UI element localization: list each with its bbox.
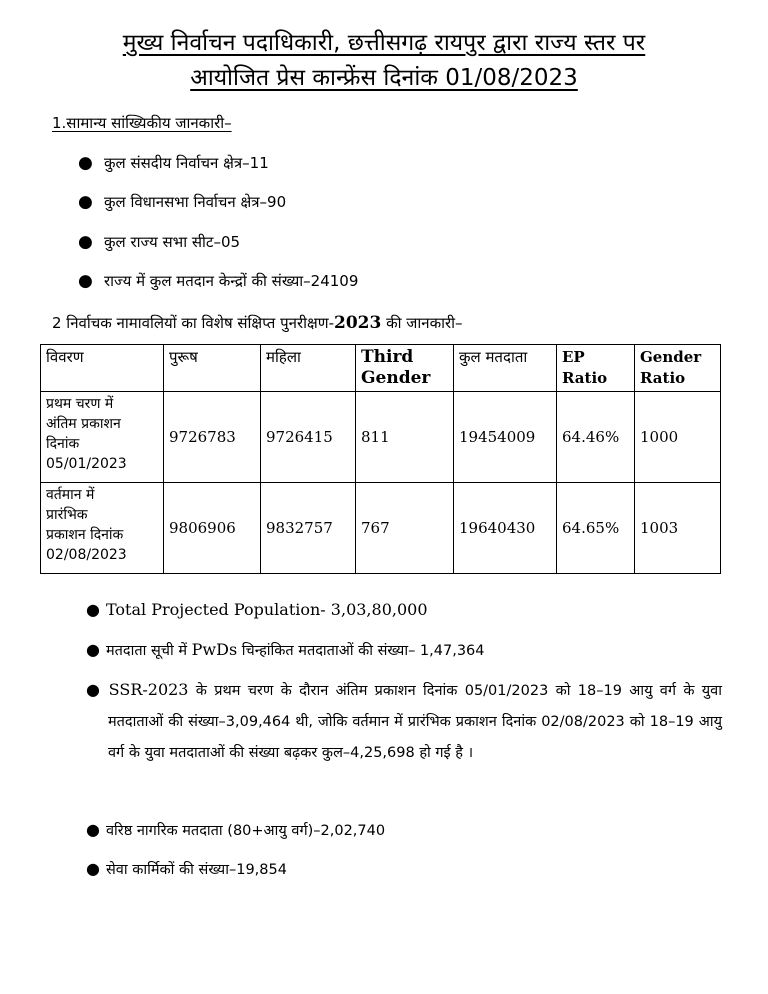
point-pwd-electors xyxy=(86,634,722,667)
stat-item xyxy=(78,192,286,212)
point-text: के प्रथम चरण के दौरान अंतिम प्रकाशन दिनांक 05/01/2023 को 18–19 आयु वर्ग के युवा मतदाताओं की संख्या–3,09,464 थी, जोकि वर्तमान में प्रारंभिक प्रकाशन दिनांक 02/08/2023 को 18–19 आयु वर्ग के युवा मतदाताओं की संख्या बढ़कर कुल–4,25,698 हो गई है । xyxy=(108,683,722,761)
stat-item xyxy=(78,153,269,173)
bullet-icon: ● xyxy=(78,232,93,252)
row-label-line: वर्तमान में xyxy=(46,487,95,503)
col-header-male: पुरूष xyxy=(164,345,261,392)
cell-gender-ratio: 1000 xyxy=(635,392,721,483)
row-label xyxy=(41,392,164,483)
electoral-roll-table xyxy=(40,344,721,574)
cell-third-gender: 811 xyxy=(356,392,454,483)
row-label-line: 05/01/2023 xyxy=(46,456,127,472)
row-label-line: प्रथम चरण में xyxy=(46,396,114,412)
cell-ep-ratio: 64.65% xyxy=(557,483,635,574)
section-2-heading-year: 2023 xyxy=(334,313,382,333)
stat-item-text: कुल विधानसभा निर्वाचन क्षेत्र–90 xyxy=(104,193,287,211)
cell-total-electors: 19640430 xyxy=(454,483,557,574)
stat-item-text: कुल संसदीय निर्वाचन क्षेत्र–11 xyxy=(104,154,269,172)
point-text: Total Projected Population- 3,03,80,000 xyxy=(105,600,428,619)
title-line-2: आयोजित प्रेस कान्फ्रेंस दिनांक 01/08/2023 xyxy=(190,65,578,91)
stat-item xyxy=(78,271,358,291)
col-header-total-electors: कुल मतदाता xyxy=(454,345,557,392)
point-text-en: SSR-2023 xyxy=(108,680,189,699)
row-label-line: अंतिम प्रकाशन xyxy=(46,416,121,432)
col-header-ep-ratio: EP Ratio xyxy=(557,345,635,392)
col-header-third-gender: Third Gender xyxy=(356,345,454,392)
bullet-icon: ● xyxy=(78,153,93,173)
cell-ep-ratio: 64.46% xyxy=(557,392,635,483)
point-text: सेवा कार्मिकों की संख्या–19,854 xyxy=(105,862,287,878)
table-header-row xyxy=(41,345,721,392)
table-row xyxy=(41,483,721,574)
cell-female: 9832757 xyxy=(261,483,356,574)
point-service-voters xyxy=(86,853,722,886)
point-projected-population xyxy=(86,594,722,627)
bullet-icon: ● xyxy=(86,600,100,619)
stat-item-text: कुल राज्य सभा सीट–05 xyxy=(104,233,241,251)
cell-male: 9806906 xyxy=(164,483,261,574)
point-text-pre: मतदाता सूची में xyxy=(105,643,192,659)
bullet-icon: ● xyxy=(86,859,100,878)
bullet-icon: ● xyxy=(78,271,93,291)
col-header-female: महिला xyxy=(261,345,356,392)
point-text-en: PwDs xyxy=(191,640,238,659)
bullet-icon: ● xyxy=(86,820,100,839)
section-2-heading xyxy=(52,313,463,333)
row-label-line: दिनांक xyxy=(46,436,80,452)
row-label-line: प्रारंभिक xyxy=(46,507,88,523)
bullet-icon: ● xyxy=(78,192,93,212)
point-senior-citizens xyxy=(86,814,722,847)
stat-item xyxy=(78,232,240,252)
row-label-line: प्रकाशन दिनांक xyxy=(46,527,124,543)
cell-male: 9726783 xyxy=(164,392,261,483)
page-title xyxy=(40,26,728,96)
table-row xyxy=(41,392,721,483)
point-text-post: चिन्हांकित मतदाताओं की संख्या– 1,47,364 xyxy=(237,643,485,659)
cell-third-gender: 767 xyxy=(356,483,454,574)
point-young-electors xyxy=(86,674,722,769)
section-1-heading: 1.सामान्य सांख्यिकीय जानकारी– xyxy=(52,114,232,132)
section-2-heading-post: की जानकारी– xyxy=(381,314,463,332)
row-label-line: 02/08/2023 xyxy=(46,547,127,563)
col-header-details: विवरण xyxy=(41,345,164,392)
section-2-heading-pre: 2 निर्वाचक नामावलियों का विशेष संक्षिप्त पुनरीक्षण- xyxy=(52,314,335,332)
cell-female: 9726415 xyxy=(261,392,356,483)
cell-gender-ratio: 1003 xyxy=(635,483,721,574)
cell-total-electors: 19454009 xyxy=(454,392,557,483)
bullet-icon: ● xyxy=(86,680,103,699)
col-header-gender-ratio: Gender Ratio xyxy=(635,345,721,392)
title-line-1: मुख्य निर्वाचन पदाधिकारी, छत्तीसगढ़ रायपुर द्वारा राज्य स्तर पर xyxy=(122,30,646,56)
point-text: वरिष्ठ नागरिक मतदाता (80+आयु वर्ग)–2,02,740 xyxy=(105,823,386,839)
bullet-icon: ● xyxy=(86,640,100,659)
stat-item-text: राज्य में कुल मतदान केन्द्रों की संख्या–24109 xyxy=(104,272,359,290)
row-label xyxy=(41,483,164,574)
